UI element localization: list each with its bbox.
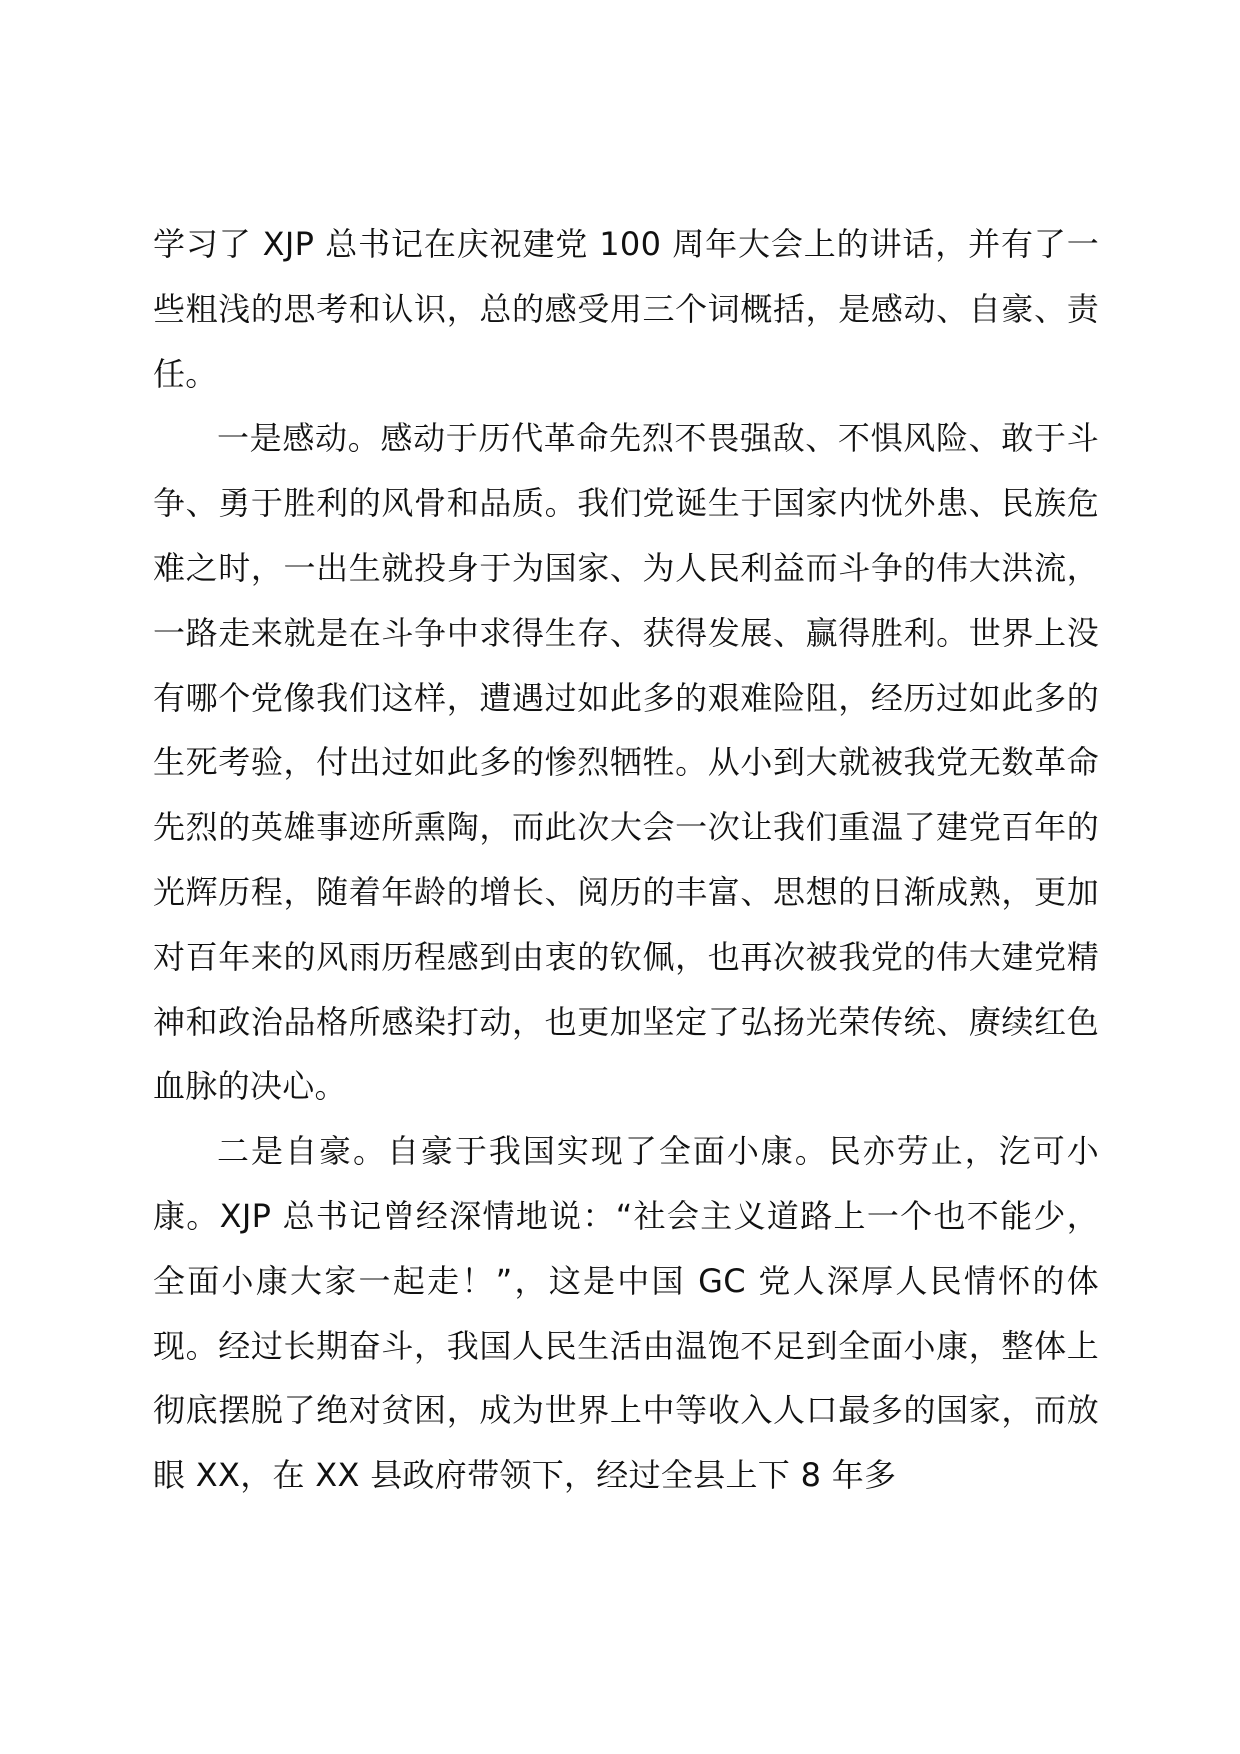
- paragraph-intro: 学习了 XJP 总书记在庆祝建党 100 周年大会上的讲话，并有了一些粗浅的思考和认识，总的感受用三个词概括，是感动、自豪、责任。: [153, 225, 1099, 393]
- body-text: [153, 212, 1099, 1508]
- paragraph-proud: 二是自豪。自豪于我国实现了全面小康。民亦劳止，汔可小康。XJP 总书记曾经深情地说：“社会主义道路上一个也不能少，全面小康大家一起走！”，这是中国 GC 党人深厚人民情怀的体现。经过长期奋斗，我国人民生活由温饱不足到全面小康，整体上彻底摆脱了绝对贫困，成为世界上中等收入人口最多的国家，而放眼 XX，在 XX 县政府带领下，经过全县上下 8 年多: [153, 1132, 1099, 1495]
- paragraph-moved: 一是感动。感动于历代革命先烈不畏强敌、不惧风险、敢于斗争、勇于胜利的风骨和品质。我们党诞生于国家内忧外患、民族危难之时，一出生就投身于为国家、为人民利益而斗争的伟大洪流，一路走来就是在斗争中求得生存、获得发展、赢得胜利。世界上没有哪个党像我们这样，遭遇过如此多的艰难险阻，经历过如此多的生死考验，付出过如此多的惨烈牺牲。从小到大就被我党无数革命先烈的英雄事迹所熏陶，而此次大会一次让我们重温了建党百年的光辉历程，随着年龄的增长、阅历的丰富、思想的日渐成熟，更加对百年来的风雨历程感到由衷的钦佩，也再次被我党的伟大建党精神和政治品格所感染打动，也更加坚定了弘扬光荣传统、赓续红色血脉的决心。: [153, 419, 1099, 1106]
